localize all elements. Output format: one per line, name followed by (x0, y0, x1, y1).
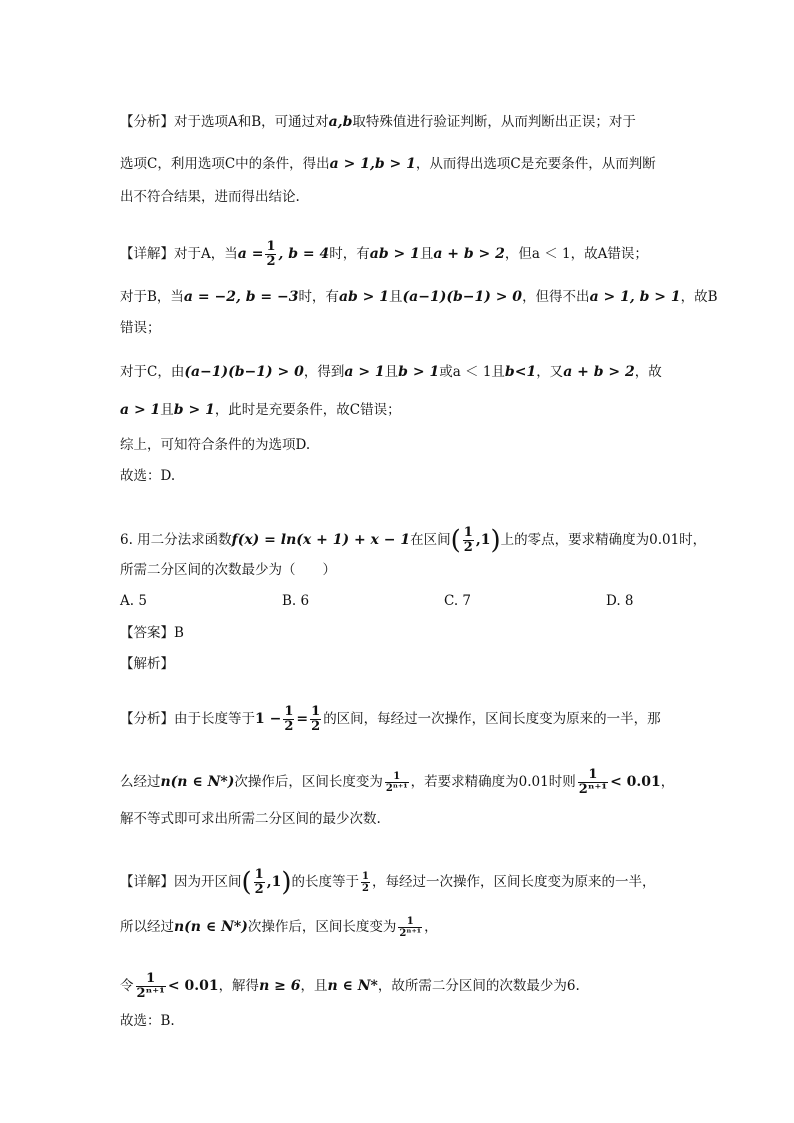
fraction: $\frac{1}{2}$ (254, 867, 264, 897)
analysis-line-1 (120, 112, 636, 132)
text: 的长度等于 (291, 874, 359, 890)
fraction: $\frac{1}{\text{2ⁿ⁺¹}}$ (385, 771, 408, 794)
text: ， (424, 919, 438, 935)
math: n ∈ N* (327, 978, 378, 994)
detail-line-5 (120, 400, 401, 420)
math: a + b > 2 (433, 246, 505, 262)
option-a: A. 5 (120, 593, 147, 609)
math: ab > 1 (338, 289, 390, 305)
analysis-q6-line-3 (120, 809, 381, 829)
text: ，且 (300, 978, 328, 994)
detail-line-1 (120, 240, 648, 269)
math: b<1 (504, 364, 537, 380)
text: 时，有 (329, 246, 370, 262)
text: ，得到 (303, 364, 345, 380)
text: 且 (384, 364, 399, 380)
fraction: $\frac{1}{2}$ (361, 871, 369, 894)
text: ，故 (634, 364, 662, 380)
text: 么经过 (120, 774, 161, 790)
analysis-q6-line-1 (120, 705, 661, 734)
text: ，每经过一次操作，区间长度变为原来的一半， (371, 874, 656, 890)
math: a > 1 (344, 364, 385, 380)
detail-line-6 (120, 435, 310, 455)
text: ，若要求精确度为0.01时则 (410, 774, 576, 790)
math: 1 − (255, 711, 282, 727)
text: ，但得不出 (522, 289, 590, 305)
question-6-stem-2 (120, 560, 336, 580)
fraction: $\frac{1}{\text{2ⁿ⁺¹}}$ (399, 916, 422, 939)
text: ，解得 (218, 978, 260, 994)
text: 且 (389, 289, 403, 305)
fraction: $\frac{1}{\text{2ⁿ⁺¹}}$ (136, 971, 165, 1001)
text: ， (660, 774, 675, 790)
detail-q6-line-3 (120, 972, 580, 1001)
text: 故选：B. (120, 1013, 175, 1029)
math: b > 1 (398, 364, 440, 380)
detail-q6-line-1 (120, 868, 655, 897)
math: a > 1,b > 1 (329, 156, 416, 172)
text: ，但 (504, 246, 532, 262)
text: a ＜ 1 (452, 364, 492, 380)
text: ，故B (680, 289, 718, 305)
math: a > 1 (120, 402, 161, 418)
math: < 0.01 (610, 774, 661, 790)
option-b: B. 6 (282, 593, 310, 609)
text: ，故所需二分区间的次数最少为6. (377, 978, 580, 994)
math: a > 1, b > 1 (589, 289, 681, 305)
text: a ＜ 1，故A错误； (531, 246, 648, 262)
text: 错误； (120, 320, 161, 336)
math: f(x) = ln(x + 1) + x − 1 (231, 532, 411, 548)
left-paren: ( (241, 867, 252, 898)
text: 出不符合结果，进而得出结论. (120, 189, 300, 205)
math: ,1 (475, 532, 491, 548)
right-paren: ) (490, 525, 501, 556)
analysis-line-2 (120, 154, 656, 174)
math: ,1 (266, 874, 282, 890)
text: 选项C，利用选项C中的条件，得出 (120, 156, 330, 172)
text: 故选：D. (120, 468, 176, 484)
text: 对于B，当 (120, 289, 184, 305)
text: 且 (491, 364, 505, 380)
detail-line-3 (120, 318, 161, 338)
text: ，从而得出选项C是充要条件，从而判断 (415, 156, 656, 172)
text: 次操作后，区间长度变为 (234, 774, 383, 790)
text: 时，有 (298, 289, 339, 305)
answer-label: 【答案】B (120, 625, 184, 641)
detail-line-7 (120, 466, 175, 486)
text: ，又 (536, 364, 564, 380)
text: 或 (439, 364, 453, 380)
math: a = −2, b = −3 (183, 289, 299, 305)
fraction: $\frac{1}{2}$ (266, 239, 276, 269)
analysis-line-3 (120, 187, 300, 207)
fraction: $\frac{1}{2}$ (311, 704, 321, 734)
text: 6. 用二分法求函数 (120, 532, 232, 548)
option-d: D. 8 (606, 593, 634, 609)
text: 次操作后，区间长度变为 (247, 919, 397, 935)
math: b > 1 (173, 402, 215, 418)
text: 取特殊值进行验证判断，从而判断出正误；对于 (352, 114, 636, 130)
math: (a−1)(b−1) > 0 (402, 289, 523, 305)
text: 【详解】对于A，当 (120, 246, 238, 262)
analysis-q6-line-2 (120, 768, 674, 797)
text: 【分析】由于长度等于 (120, 711, 255, 727)
text: 综上，可知符合条件的为选项D. (120, 437, 311, 453)
detail-line-2 (120, 287, 718, 307)
text: 解不等式即可求出所需二分区间的最少次数. (120, 811, 381, 827)
math: a + b > 2 (563, 364, 635, 380)
text: 的区间，每经过一次操作，区间长度变为原来的一半，那 (323, 711, 661, 727)
question-6-stem (120, 526, 706, 555)
text: 【详解】因为开区间 (120, 874, 242, 890)
fraction: $\frac{1}{2}$ (463, 525, 473, 555)
math: a,b (328, 114, 353, 130)
analysis-heading: 【解析】 (120, 656, 174, 672)
text: 上的零点，要求精确度为0.01时， (500, 532, 707, 548)
math: ab > 1 (369, 246, 420, 262)
fraction: $\frac{1}{2}$ (284, 704, 294, 734)
left-paren: ( (450, 525, 461, 556)
text: 在区间 (410, 532, 451, 548)
text: 【分析】对于选项A和B，可通过对 (120, 114, 329, 130)
math: n(n ∈ N*) (160, 774, 235, 790)
detail-line-4 (120, 362, 662, 382)
fraction: $\frac{1}{\text{2ⁿ⁺¹}}$ (578, 767, 608, 797)
detail-q6-line-2 (120, 916, 438, 939)
detail-q6-line-4 (120, 1011, 175, 1031)
text: 令 (120, 978, 134, 994)
text: 且 (160, 402, 174, 418)
text: 对于C，由 (120, 364, 185, 380)
text: 所以经过 (120, 919, 174, 935)
math: n(n ∈ N*) (174, 919, 248, 935)
math: < 0.01 (167, 978, 219, 994)
text: 且 (419, 246, 434, 262)
math: = (296, 711, 309, 727)
math: , b = 4 (278, 246, 330, 262)
math: n ≥ 6 (259, 978, 301, 994)
text: ，此时是充要条件，故C错误； (214, 402, 401, 418)
right-paren: ) (281, 867, 292, 898)
text: 所需二分区间的次数最少为（ ） (120, 562, 336, 578)
math: a = (237, 246, 264, 262)
option-c: C. 7 (444, 593, 472, 609)
math: (a−1)(b−1) > 0 (184, 364, 304, 380)
